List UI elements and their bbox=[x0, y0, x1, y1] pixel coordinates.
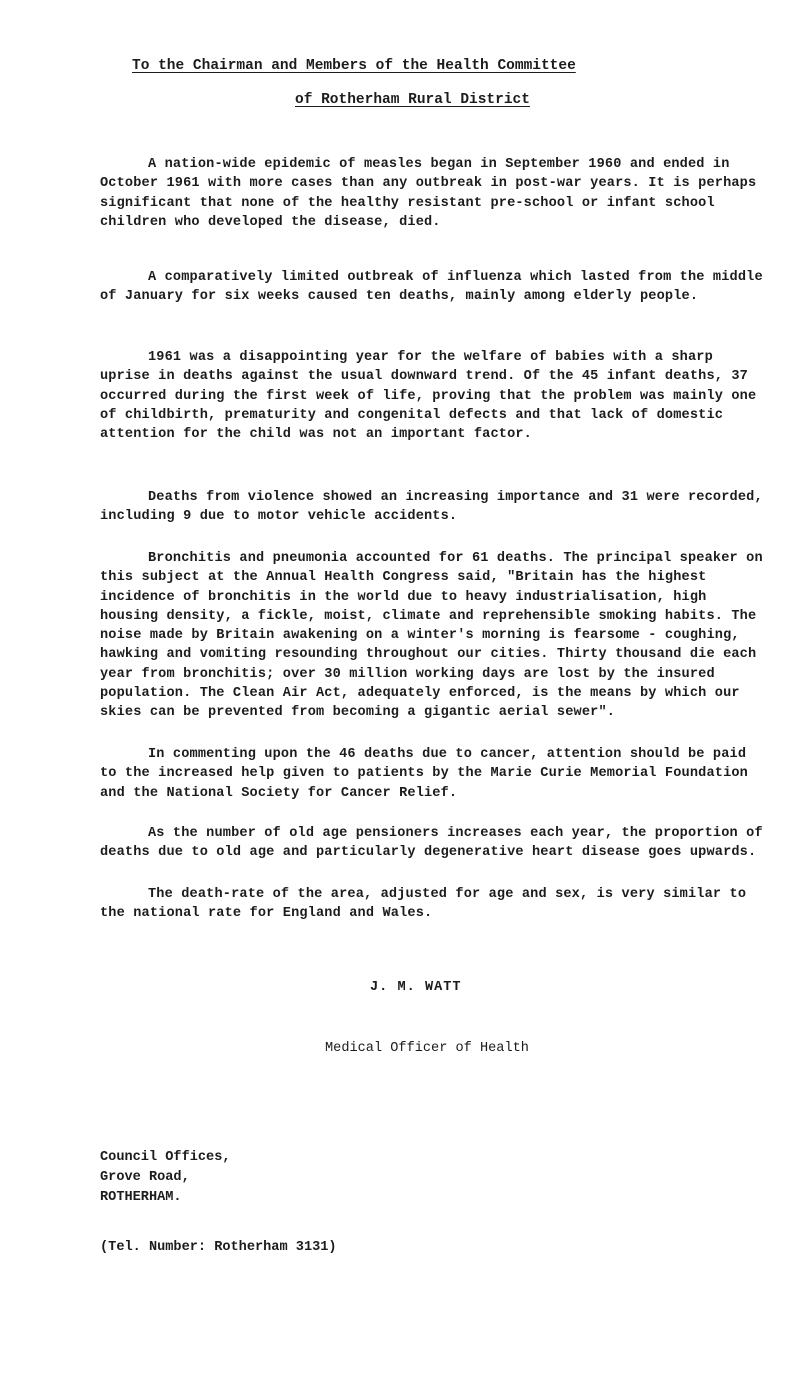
paragraph-bronchitis: Bronchitis and pneumonia accounted for 61 deaths. The principal speaker on this subject at the Annual Health Congress said, "Britain has the highest incidence of bronchitis in the world due to heavy industrialisation, high housing density, a fickle, moist, climate and reprehensible smoking habits. The noise made by Britain awakening on a winter's morning is fearsome - coughing, hawking and vomiting resounding throughout our cities. Thirty thousand die each year from bronchitis; over 30 million working days are lost by the insured population. The Clean Air Act, adequately enforced, is the means by which our skies can be prevented from becoming a gigantic aerial sewer". bbox=[100, 551, 763, 721]
paragraph-infant-deaths: 1961 was a disappointing year for the welfare of babies with a sharp uprise in deaths against the usual downward trend. Of the 45 infant deaths, 37 occurred during the first week of life, proving that the problem was mainly one of childbirth, prematurity and congenital defects and that lack of domestic attention for the child was not an important factor. bbox=[100, 350, 757, 443]
signatory-name: J. M. WATT bbox=[370, 980, 462, 995]
address-block bbox=[100, 1148, 231, 1208]
paragraph-death-rate: The death-rate of the area, adjusted for age and sex, is very similar to the national rate for England and Wales. bbox=[100, 887, 747, 922]
telephone-number: (Tel. Number: Rotherham 3131) bbox=[100, 1240, 337, 1255]
addressee-heading: To the Chairman and Members of the Health Committee bbox=[132, 58, 576, 74]
paragraph-old-age: As the number of old age pensioners increases each year, the proportion of deaths due to old age and particularly degenerative heart disease goes upwards. bbox=[100, 826, 763, 861]
address-line: Council Offices, bbox=[100, 1150, 231, 1165]
paragraph-violence: Deaths from violence showed an increasing importance and 31 were recorded, including 9 due to motor vehicle accidents. bbox=[100, 490, 763, 525]
address-line: ROTHERHAM. bbox=[100, 1190, 182, 1205]
paragraph-influenza: A comparatively limited outbreak of influenza which lasted from the middle of January for six weeks caused ten deaths, mainly among elderly people. bbox=[100, 270, 763, 305]
address-line: Grove Road, bbox=[100, 1170, 190, 1185]
paragraph-measles: A nation-wide epidemic of measles began in September 1960 and ended in October 1961 with more cases than any outbreak in post-war years. It is perhaps significant that none of the healthy resistant pre-school or infant school children who developed the disease, died. bbox=[100, 157, 757, 230]
district-heading: of Rotherham Rural District bbox=[295, 92, 530, 108]
paragraph-cancer: In commenting upon the 46 deaths due to cancer, attention should be paid to the increased help given to patients by the Marie Curie Memorial Foundation and the National Society for Cancer Relief. bbox=[100, 747, 748, 801]
signatory-title: Medical Officer of Health bbox=[325, 1041, 529, 1056]
